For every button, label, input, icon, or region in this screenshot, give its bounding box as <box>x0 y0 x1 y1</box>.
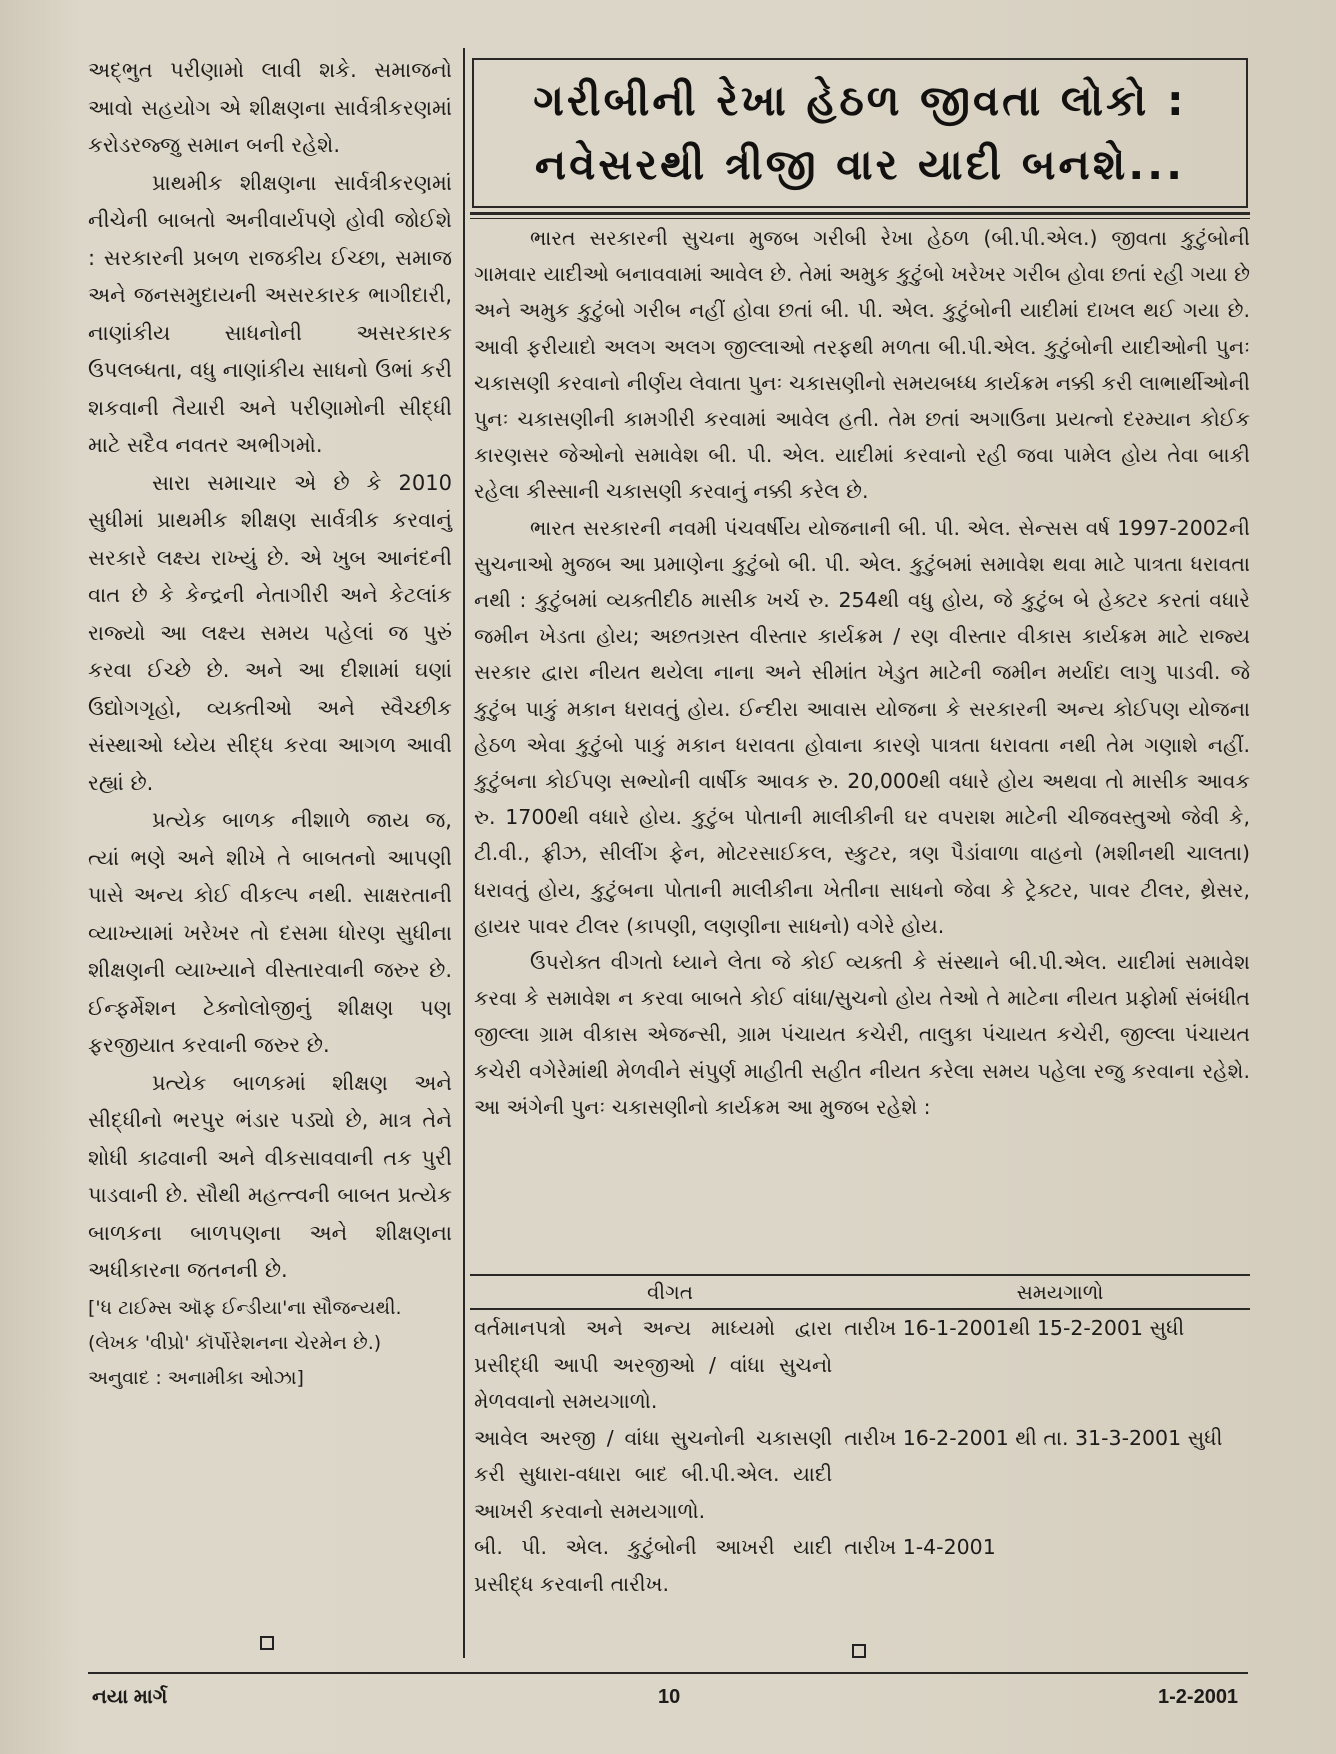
left-paragraph: પ્રાથમીક શીક્ષણના સાર્વત્રીકરણમાં નીચેની બાબતો અનીવાર્યપણે હોવી જોઈશે : સરકારની પ્રબળ રાજકીય ઈચ્છા, સમાજ અને જનસમુદાયની અસરકારક ભાગીદારી, નાણાંકીય સાધનોની અસરકારક ઉપલબ્ધતા, વધુ નાણાંકીય સાધનો ઉભાં કરી શકવાની તૈયારી અને પરીણામોની સીદ્ધી માટે સદૈવ નવતર અભીગમો. <box>88 170 452 457</box>
headline-line-2: નવેસરથી ત્રીજી વાર યાદી બનશે... <box>534 140 1186 189</box>
table-row <box>470 1529 1250 1602</box>
column-divider <box>463 48 465 1658</box>
table-cell: તારીખ 1-4-2001 <box>844 1535 996 1559</box>
left-paragraph: પ્રત્યેક બાળકમાં શીક્ષણ અને સીદ્ધીનો ભરપુર ભંડાર પડ્યો છે, માત્ર તેને શોધી કાઢવાની અને વીકસાવવાની તક પુરી પાડવાની છે. સૌથી મહત્ત્વની બાબત પ્રત્યેક બાળકના બાળપણના અને શીક્ષણના અધીકારના જતનની છે. <box>88 1070 452 1282</box>
headline-box <box>472 58 1248 208</box>
article-body <box>474 220 1250 1125</box>
headline-rule-thin <box>470 218 1250 219</box>
article-paragraph: ભારત સરકારની નવમી પંચવર્ષીય યોજનાની બી. પી. એલ. સેન્સસ વર્ષ 1997-2002ની સુચનાઓ મુજબ આ પ્રમાણેના કુટુંબો બી. પી. એલ. કુટુંબમાં સમાવેશ થવા માટે પાત્રતા ધરાવતા નથી : કુટુંબમાં વ્યક્તીદીઠ માસીક ખર્ચ રુ. 254થી વધુ હોય, જે કુટુંબ બે હેક્ટર કરતાં વધારે જમીન ખેડતા હોય; અછતગ્રસ્ત વીસ્તાર કાર્યક્રમ / રણ વીસ્તાર વીકાસ કાર્યક્રમ માટે રાજ્ય સરકાર દ્વારા નીયત થયેલા નાના અને સીમાંત ખેડુત માટેની જમીન મર્યાદા લાગુ પાડવી. જે કુટુંબ પાકું મકાન ધરાવતું હોય. ઈન્દીરા આવાસ યોજના કે સરકારની અન્ય કોઈપણ યોજના હેઠળ એવા કુટુંબો પાકું મકાન ધરાવતા હોવાના કારણે પાત્રતા ધરાવતા નથી તેમ ગણાશે નહીં. કુટુંબના કોઈપણ સભ્યોની વાર્ષીક આવક રુ. 20,000થી વધારે હોય અથવા તો માસીક આવક રુ. 1700થી વધારે હોય. કુટુંબ પોતાની માલીકીની ઘર વપરાશ માટેની ચીજવસ્તુઓ જેવી કે, ટી.વી., ફ્રીઝ, સીલીંગ ફેન, મોટરસાઈકલ, સ્કુટર, ત્રણ પૈડાંવાળા વાહનો (મશીનથી ચાલતા) ધરાવતું હોય, કુટુંબના પોતાની માલીકીના ખેતીના સાધનો જેવા કે ટ્રેક્ટર, પાવર ટીલર, થ્રેસર, હાયર પાવર ટીલર (કાપણી, લણણીના સાધનો) વગેરે હોય. <box>474 515 1250 938</box>
table-cell: તારીખ 16-2-2001 થી તા. 31-3-2001 સુધી <box>844 1425 1223 1450</box>
table-cell: વર્તમાનપત્રો અને અન્ય માધ્યમો દ્વારા પ્રસીદ્ધી આપી અરજીઓ / વાંધા સુચનો મેળવવાનો સમયગાળો. <box>474 1316 833 1413</box>
footer-rule <box>88 1672 1248 1674</box>
footer-page-number: 10 <box>658 1686 681 1708</box>
credit-line: ['ધ ટાઈમ્સ ઑફ ઈન્ડીયા'ના સૌજન્યથી. <box>88 1296 402 1319</box>
headline-rule <box>470 212 1250 215</box>
end-of-article-box <box>260 1636 274 1650</box>
column-header-period: સમયગાળો <box>1016 1280 1104 1304</box>
table-header <box>470 1276 1250 1310</box>
table-cell: બી. પી. એલ. કુટુંબોની આખરી યાદી પ્રસીદ્ધ કરવાની તારીખ. <box>474 1535 833 1596</box>
article-paragraph: ભારત સરકારની સુચના મુજબ ગરીબી રેખા હેઠળ (બી.પી.એલ.) જીવતા કુટુંબોની ગામવાર યાદીઓ બનાવવામાં આવેલ છે. તેમાં અમુક કુટુંબો ખરેખર ગરીબ હોવા છતાં રહી ગયા છે અને અમુક કુટુંબો ગરીબ નહીં હોવા છતાં બી. પી. એલ. કુટુંબોની યાદીમાં દાખલ થઈ ગયા છે. આવી ફરીયાદો અલગ અલગ જીલ્લાઓ તરફથી મળતા બી.પી.એલ. કુટુંબોની યાદીઓની પુનઃ ચકાસણી કરવાનો નીર્ણય લેવાતા પુનઃ ચકાસણીનો સમયબધ્ધ કાર્યક્રમ નક્કી કરી લાભાર્થીઓની પુનઃ ચકાસણીની કામગીરી કરવામાં આવેલ હતી. તેમ છતાં અગાઉના પ્રયત્નો દરમ્યાન કોઈક કારણસર જેઓનો સમાવેશ બી. પી. એલ. યાદીમાં કરવાનો રહી જવા પામેલ હોય તેવા બાકી રહેલા કીસ્સાની ચકાસણી કરવાનું નક્કી કરેલ છે. <box>474 226 1250 504</box>
headline-line-1: ગરીબીની રેખા હેઠળ જીવતા લોકો : <box>533 76 1187 125</box>
table-row <box>470 1420 1250 1530</box>
credit-line: અનુવાદ : અનામીકા ઓઝા] <box>88 1366 304 1389</box>
table-row <box>470 1310 1250 1420</box>
table-cell: તારીખ 16-1-2001થી 15-2-2001 સુધી <box>844 1316 1185 1340</box>
left-paragraph: અદ્‌ભુત પરીણામો લાવી શકે. સમાજનો આવો સહયોગ એ શીક્ષણના સાર્વત્રીકરણમાં કરોડરજ્જુ સમાન બની રહેશે. <box>88 58 452 157</box>
column-header-detail: વીગત <box>646 1280 694 1304</box>
left-column-article <box>88 52 452 1395</box>
footer-magazine-name: નયા માર્ગ <box>92 1686 168 1708</box>
schedule-table <box>470 1274 1250 1602</box>
left-paragraph: સારા સમાચાર એ છે કે 2010 સુધીમાં પ્રાથમીક શીક્ષણ સાર્વત્રીક કરવાનું સરકારે લક્ષ્ય રાખ્યું છે. એ ખુબ આનંદની વાત છે કે કેન્દ્રની નેતાગીરી અને કેટલાંક રાજ્યો આ લક્ષ્ય સમય પહેલાં જ પુરું કરવા ઈચ્છે છે. અને આ દીશામાં ઘણાં ઉદ્યોગગૃહો, વ્યક્તીઓ અને સ્વૈચ્છીક સંસ્થાઓ ધ્યેય સીદ્ધ કરવા આગળ આવી રહ્યાં છે. <box>88 470 452 795</box>
article-paragraph: ઉપરોક્ત વીગતો ધ્યાને લેતા જે કોઈ વ્યક્તી કે સંસ્થાને બી.પી.એલ. યાદીમાં સમાવેશ કરવા કે સમાવેશ ન કરવા બાબતે કોઈ વાંધા/સુચનો હોય તેઓ તે માટેના નીયત પ્રફોર્મા સંબંધીત જીલ્લા ગ્રામ વીકાસ એજન્સી, ગ્રામ પંચાયત કચેરી, તાલુકા પંચાયત કચેરી, જીલ્લા પંચાયત કચેરી વગેરેમાંથી મેળવીને સંપુર્ણ માહીતી સહીત નીયત કરેલા સમય પહેલા રજુ કરવાના રહેશે. આ અંગેની પુનઃ ચકાસણીનો કાર્યક્રમ આ મુજબ રહેશે : <box>474 950 1250 1119</box>
end-of-article-box <box>852 1644 866 1658</box>
left-paragraph: પ્રત્યેક બાળક નીશાળે જાય જ, ત્યાં ભણે અને શીખે તે બાબતનો આપણી પાસે અન્ય કોઈ વીકલ્પ નથી. સાક્ષરતાની વ્યાખ્યામાં ખરેખર તો દસમા ધોરણ સુધીના શીક્ષણની વ્યાખ્યાને વીસ્તારવાની જરુર છે. ઈન્ફર્મેશન ટેક્નોલોજીનું શીક્ષણ પણ ફરજીયાત કરવાની જરુર છે. <box>88 808 452 1057</box>
footer-date: 1-2-2001 <box>1158 1686 1239 1708</box>
table-cell: આવેલ અરજી / વાંધા સુચનોની ચકાસણી કરી સુધારા-વધારા બાદ બી.પી.એલ. યાદી આખરી કરવાનો સમયગાળો. <box>474 1425 833 1523</box>
credit-line: (લેખક 'વીપ્રો' કૉર્પોરેશનના ચેરમેન છે.) <box>88 1331 382 1354</box>
